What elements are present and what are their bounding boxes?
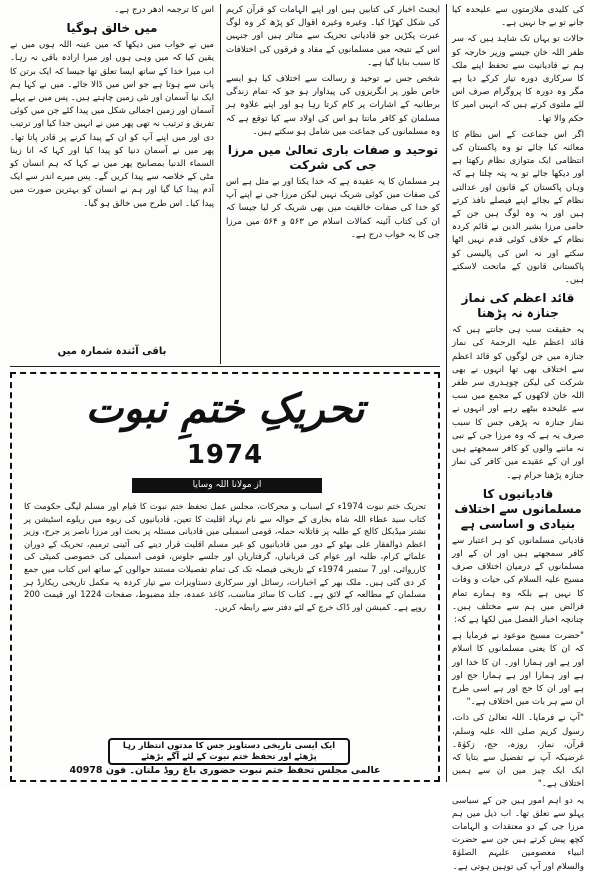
- paragraph: شخص جس نے توحید و رسالت سے اختلاف کیا ہو ایسے خاص طور پر انگریزوں کی پیداوار ہو جو کہ تمام زندگی برطانیہ کے اشارات پر کام کرتا رہا ہو اور اپنے علاوہ ہر مسلمان کو کافر مانتا ہو اس کی اولاد سے کیا توقع ہے کہ وہ مسلمانوں کی جماعت میں شامل ہو سکتے ہیں۔: [226, 74, 440, 137]
- ad-publisher-address: عالمی مجلس تحفظ ختم نبوت حضوری باغ روڈ ملتان۔ فون 40978: [69, 765, 381, 776]
- section-heading: میں خالق ہوگیا: [66, 21, 158, 36]
- ad-stamp-box: [108, 738, 350, 765]
- section-heading: توحید و صفات باری تعالیٰ میں مرزا جی کی شرکت: [227, 143, 439, 173]
- middle-column: [226, 4, 440, 364]
- ad-stamp-line: پڑھئے اور تحفظ ختم نبوت کے لئے آگے بڑھئے: [141, 751, 317, 761]
- paragraph: کی کلیدی ملازمتوں سے علیحدہ کیا جانے تو بے جا نہیں ہے۔: [452, 5, 584, 29]
- paragraph: ہر مسلمان کا یہ عقیدہ ہے کہ خدا یکتا اور بے مثل ہے اس کی صفات میں کوئی شریک نہیں لیکن مرزا جی نے اپنے آپ کو خدا کی صفات خالقیت میں بھی شریک کر لیا جیسا کہ ان کی کتاب آئینہ کمالات اسلام ص ۵۶۳ و ۵۶۴ میں مرزا جی کا یہ خواب درج ہے۔: [226, 177, 440, 240]
- ad-title: تحریکِ ختمِ نبوت: [85, 385, 365, 432]
- quote-paragraph: "آپ نے فرمایا۔ اللہ تعالیٰ کی ذات، رسول کریم صلی اللہ علیہ وسلم، قرآن، نماز، روزہ، حج، زکوٰۃ۔ غرضیکہ آپ نے تفصیل سے بتایا کہ ایک ایک چیز میں ان سے ہمیں اختلاف ہے۔": [452, 713, 584, 790]
- horizontal-rule: [10, 366, 440, 367]
- section-heading: قائد اعظم کی نماز جنازہ نہ پڑھنا: [461, 291, 575, 321]
- paragraph: ایجنٹ اخبار کی کتابیں ہیں اور اپنے الہامات کو قرآن کریم کی شکل کھڑا کیا۔ وغیرہ وغیرہ اقوال کو پڑھ کر وہ لوگ عبرت پکڑیں جو قادیانی تحریک سے متاثر ہیں اور جنہیں اس کے نتیجہ میں مسلمانوں کے مفاد و فرقوں کی اختلافات کا سبب بنایا گیا ہے۔: [226, 5, 440, 68]
- paragraph: حالات تو یہاں تک شاہد ہیں کہ سر ظفر اللہ خان جیسے وزیر خارجہ کو ہم نے قادیانیت سے تحفظ اپنے ملک کا سرکاری دورہ تیار کرکے دیا ہے مگر وہ دورہ کا پروگرام صرف اس لئے ملتوی کرتے ہیں کہ انہیں امیر کا حکم والا تھا۔: [452, 34, 584, 124]
- paragraph: قادیانی مسلمانوں کو ہر اعتبار سے کافر سمجھتے ہیں اور ان کے اور مسلمانوں کے درمیان اختلاف صرف مسیح علیہ السلام کی حیات و وفات کا نہیں ہے بلکہ وہ ہمارے تمام فرائض میں ہم سے مختلف ہیں۔ چنانچہ اخبار الفضل میں لکھا ہے کہ:: [452, 535, 584, 625]
- paragraph: یہ دو اہم امور ہیں جن کے سیاسی پہلو سے تعلق تھا۔ اب ذیل میں ہم مرزا جی کے دو معتقدات و الہامات کچھ پیش کرتے ہیں جن سے حضرت انبیاء معصومین علیہم الصلوٰۃ والسلام اور آپ کی توہین ہوتی ہے۔: [452, 795, 584, 872]
- paragraph: اگر اس جماعت کے اس نظام کا معائنہ کیا جائے تو وہ پاکستان کی انتظامی ایک متوازی نظام رکھتا ہے اور دیکھا جائے تو یہ پتہ چلتا ہے کہ وہاں پاکستان کے قانون اور عدالتی نظام کے بجائے اپنے فیصلے نافذ کرتے ہیں اور یہ وہ لوگ ہیں جن کے حامی مرزا بشیر الدین نے قائم کردہ نظام کے خلاف کوئی قدم نہیں اٹھا سکتے اور نہ اس کی پالیسی کو پاکستانی قانون کے ماتحت لاسکتے ہیں۔: [452, 129, 584, 286]
- column-divider: [220, 4, 221, 364]
- ad-year: 1974: [186, 440, 264, 470]
- quote-paragraph: "حضرت مسیح موعود نے فرمایا ہے کہ ان کا یعنی مسلمانوں کا اسلام اور ہے اور ہمارا اور۔ ان کا خدا اور ہے اور ہمارا اور ہے ہمارا حج اور ہے اور ان کا حج اور ہے اسی طرح ان سے ہر بات میں اختلاف ہے۔": [452, 631, 584, 708]
- book-advertisement: [10, 372, 440, 782]
- paragraph: یہ حقیقت سب ہی جانتے ہیں کہ قائد اعظم علیہ الرحمۃ کی نماز جنازہ میں جن لوگوں کو قائد اعظم سے اختلاف بھی تھا انہوں نے بھی شرکت کی لیکن چوہدری سر ظفر اللہ خان لاکھوں کے مجمع میں سب سے علیحدہ بیٹھے رہے اور انہوں نے نماز جنازہ نہ پڑھی جس کا سبب صرف یہ ہے کہ وہ مرزا جی کے نبی نہ ماننے والوں کو کافر سمجھتے ہیں اور ان کے عقیدے میں کافر کی نماز جنازہ پڑھنا حرام ہے۔: [452, 325, 584, 481]
- paragraph: اس کا ترجمہ ادھر درج ہے۔: [114, 5, 214, 15]
- paragraph: میں نے خواب میں دیکھا کہ میں عینہ اللہ ہوں میں نے یقین کیا کہ میں وہی ہوں اور میرا ارادہ باقی نہ رہا۔ اب میرا خدا کے ساتھ ایسا تعلق تھا جیسا کہ ایک برتن کا پانی سے ہوتا ہے جو اس میں ڈالا جائے۔ میں نے کہا ہم ایک نیا آسمان اور نئی زمین چاہتے ہیں۔ پس میں نے پہلے آسمان اور زمین اجمالی شکل میں پیدا کئے جن میں کوئی تفریق و ترتیب نہ تھی پھر میں نے انہیں جدا کیا اور ترتیب دی اور میں اپنے آپ کو ان کے پیدا کرنے پر قادر پاتا تھا۔ پھر میں نے آسمان دنیا کو پیدا کیا اور کہا کہ انا زینا السماء الدنیا بمصابیح پھر میں نے کہا کہ ہم انسان کو مٹی کے خلاصہ سے پیدا کریں گے۔ پس میرے اندر سے ایک آدم پیدا کیا گیا اور ہم نے انسان کو بہترین صورت میں پیدا کیا۔ اس طرح میں خالق ہو گیا۔: [10, 40, 214, 209]
- column-divider: [446, 4, 447, 782]
- ad-body-text: تحریک ختم نبوت 1974ء کے اسباب و محرکات، مجلس عمل تحفظ ختم نبوت کا قیام اور مسلم لیگی حکومت کا کتاب سید عطاء اللہ شاہ بخاری کے حوالہ سے نام نہاد اقلیت کا تعین، قادیانیوں کی ربوہ میں ریلوے اسٹیشن پر نشتر میڈیکل کالج کے طلبہ پر قاتلانہ حملہ، قومی اسمبلی میں قادیانی مسئلہ پر بحث اور مرزا ناصر پر جرح، وزیر اعظم ذوالفقار علی بھٹو کے دور میں قادیانیوں کو غیر مسلم اقلیت قرار دینے کی آئینی ترمیم، تحریک کے دوران علمائے کرام، طلبہ اور عوام کی قربانیاں، گرفتاریاں اور جلسے جلوس، قومی اسمبلی کی خصوصی کمیٹی کی کارروائی، اور 7 ستمبر 1974ء کے تاریخی فیصلہ تک کی تمام تفصیلات مستند حوالوں کے ساتھ اس کتاب میں جمع کر دی گئی ہیں۔ ملک بھر کے اخبارات، رسائل اور سرکاری دستاویزات سے تیار کردہ یہ مکمل تاریخی ریکارڈ ہر مسلمان کے مطالعہ کے لائق ہے۔ کتاب کا سائز مناسب، کاغذ عمدہ، جلد مضبوط، صفحات 1224 اور قیمت 200 روپے ہے۔ کمیشن اور ڈاک خرچ کے لئے دفتر سے رابطہ کریں۔: [24, 501, 427, 612]
- ad-author-banner: از مولانا اللہ وسایا: [132, 478, 322, 493]
- left-column: [10, 4, 214, 344]
- ad-stamp-line: ایک ایسی تاریخی دستاویز جس کا مدتوں انتظار رہا: [122, 740, 336, 750]
- section-heading: قادیانیوں کا مسلمانوں سے اختلاف بنیادی و اساسی ہے: [454, 486, 582, 531]
- continued-note: باقی آئندہ شمارہ میں: [57, 346, 167, 357]
- right-column: [452, 4, 584, 872]
- ad-description: [24, 500, 426, 732]
